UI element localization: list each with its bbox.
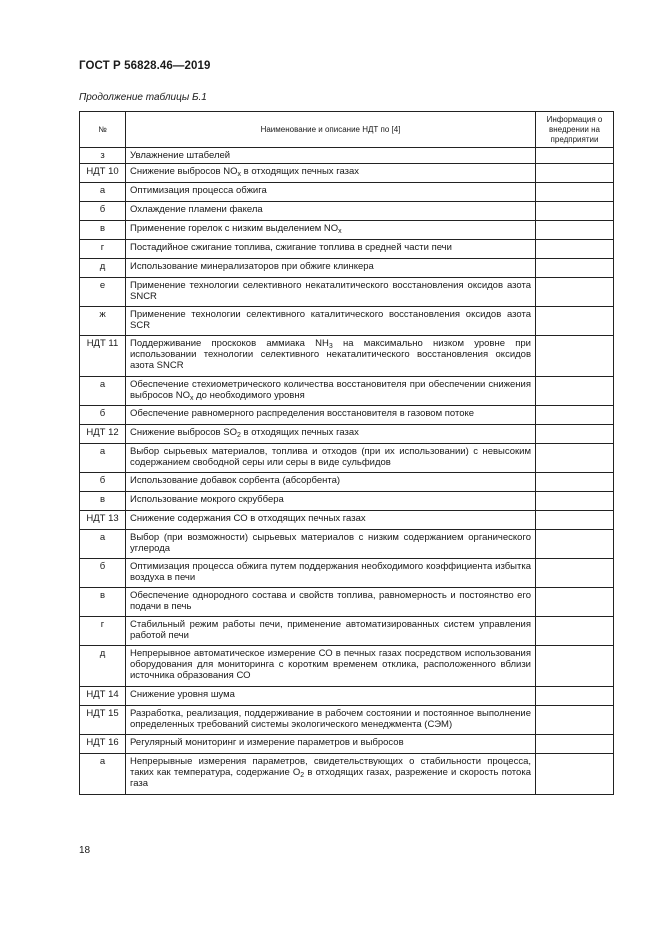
row-info-cell [536,307,614,336]
row-number-cell: д [80,646,126,687]
row-info-cell [536,406,614,425]
column-header-name: Наименование и описание НДТ по [4] [126,112,536,148]
row-number-cell: НДТ 14 [80,687,126,706]
row-info-cell [536,336,614,377]
row-number-cell: в [80,492,126,511]
row-description-cell: Снижение содержания СО в отходящих печных газах [126,511,536,530]
table-row [80,735,614,754]
row-number-cell: б [80,559,126,588]
row-number-cell: а [80,754,126,795]
row-description-cell [126,377,536,406]
description-text: на максимально низком уровне при использовании технологии селективного некаталитического восстановления оксидов азота SNCR [130,338,531,371]
row-info-cell [536,706,614,735]
row-number-cell: е [80,278,126,307]
table-row [80,307,614,336]
row-number-cell: НДТ 12 [80,425,126,444]
row-description-cell: Разработка, реализация, поддерживание в рабочем состоянии и постоянное выполнение определенных требований системы экологического менеджмента (СЭМ) [126,706,536,735]
description-text: до необходимого уровня [193,390,305,401]
row-number-cell: НДТ 10 [80,164,126,183]
table-row [80,164,614,183]
description-text: Снижение выбросов NO [130,166,238,177]
row-description-cell: Применение технологии селективного каталитического восстановления оксидов азота SCR [126,307,536,336]
row-info-cell [536,164,614,183]
description-text: Обеспечение стехиометрического количества восстановителя при обеспечении снижения выбросов NO [130,379,531,401]
description-text: Непрерывные измерения параметров, свидетельствующих о стабильности процесса, таких как температура, содержание O [130,756,531,778]
row-number-cell: НДТ 11 [80,336,126,377]
row-number-cell: а [80,377,126,406]
row-info-cell [536,444,614,473]
row-description-cell: Применение технологии селективного некаталитического восстановления оксидов азота SNCR [126,278,536,307]
row-info-cell [536,377,614,406]
row-number-cell: а [80,444,126,473]
row-description-cell: Использование мокрого скруббера [126,492,536,511]
row-info-cell [536,492,614,511]
row-description-cell [126,425,536,444]
table-row [80,377,614,406]
row-description-cell: Использование минерализаторов при обжиге клинкера [126,259,536,278]
row-info-cell [536,754,614,795]
row-number-cell: б [80,473,126,492]
table-row [80,530,614,559]
row-number-cell: д [80,259,126,278]
row-info-cell [536,240,614,259]
row-number-cell: а [80,183,126,202]
table-row [80,687,614,706]
row-info-cell [536,259,614,278]
table-row [80,202,614,221]
row-number-cell: НДТ 16 [80,735,126,754]
table-row [80,278,614,307]
row-info-cell [536,148,614,164]
row-description-cell: Выбор (при возможности) сырьевых материалов с низким содержанием органического углерода [126,530,536,559]
row-description-cell [126,221,536,240]
table-row [80,444,614,473]
row-description-cell: Снижение уровня шума [126,687,536,706]
bat-table [79,111,614,795]
column-header-info: Информация о внедрении на предприятии [536,112,614,148]
description-text: Снижение выбросов SO [130,427,237,438]
subscript-text: 2 [236,432,241,439]
row-number-cell: НДТ 15 [80,706,126,735]
row-info-cell [536,735,614,754]
row-info-cell [536,278,614,307]
table-header-row [80,112,614,148]
row-description-cell: Обеспечение однородного состава и свойств топлива, равномерность и постоянство его подачи в печь [126,588,536,617]
subscript-text: x [237,171,241,178]
row-number-cell: в [80,221,126,240]
subscript-text: 3 [328,343,333,350]
row-number-cell: НДТ 13 [80,511,126,530]
table-row [80,492,614,511]
row-info-cell [536,530,614,559]
row-description-cell: Использование добавок сорбента (абсорбента) [126,473,536,492]
row-info-cell [536,617,614,646]
subscript-text: 2 [300,772,305,779]
row-number-cell: г [80,617,126,646]
row-description-cell: Оптимизация процесса обжига путем поддержания необходимого коэффициента избытка воздуха в печи [126,559,536,588]
row-number-cell: в [80,588,126,617]
table-row [80,183,614,202]
description-text: в отходящих печных газах [241,166,360,177]
subscript-text: x [338,228,342,235]
row-description-cell: Оптимизация процесса обжига [126,183,536,202]
row-number-cell: а [80,530,126,559]
table-row [80,148,614,164]
row-description-cell: Регулярный мониторинг и измерение параметров и выбросов [126,735,536,754]
description-text: в отходящих газах, разрежение и скорость потока газа [130,767,531,789]
table-body [80,148,614,795]
table-continuation-label: Продолжение таблицы Б.1 [79,92,207,103]
table-row [80,221,614,240]
row-description-cell [126,164,536,183]
page-number: 18 [79,845,91,856]
table-row [80,240,614,259]
document-title: ГОСТ Р 56828.46—2019 [79,60,211,72]
table-row [80,336,614,377]
row-info-cell [536,511,614,530]
description-text: в отходящих печных газах [240,427,359,438]
row-description-cell: Охлаждение пламени факела [126,202,536,221]
description-text: Применение горелок с низким выделением NO [130,223,339,234]
row-description-cell: Постадийное сжигание топлива, сжигание топлива в средней части печи [126,240,536,259]
row-description-cell: Стабильный режим работы печи, применение автоматизированных систем управления работой печи [126,617,536,646]
row-description-cell: Выбор сырьевых материалов, топлива и отходов (при их использовании) с невысоким содержанием свободной серы или серы в виде сульфидов [126,444,536,473]
row-info-cell [536,202,614,221]
row-info-cell [536,425,614,444]
row-description-cell: Непрерывное автоматическое измерение СО в печных газах посредством использования оборудования для мониторинга с коротким временем отклика, расположенного вблизи источника образования СО [126,646,536,687]
subscript-text: x [189,395,194,402]
row-number-cell: з [80,148,126,164]
row-description-cell: Увлажнение штабелей [126,148,536,164]
row-info-cell [536,588,614,617]
table-row [80,259,614,278]
row-info-cell [536,221,614,240]
row-description-cell [126,336,536,377]
row-info-cell [536,559,614,588]
table-row [80,706,614,735]
row-info-cell [536,183,614,202]
description-text: Поддерживание проскоков аммиака NH [130,338,329,349]
row-info-cell [536,646,614,687]
table-row [80,754,614,795]
table-row [80,588,614,617]
row-number-cell: ж [80,307,126,336]
row-number-cell: б [80,406,126,425]
table-row [80,559,614,588]
column-header-number: № [80,112,126,148]
table-row [80,617,614,646]
row-number-cell: г [80,240,126,259]
row-number-cell: б [80,202,126,221]
table-row [80,473,614,492]
table-row [80,511,614,530]
row-info-cell [536,687,614,706]
table-row [80,646,614,687]
row-description-cell [126,754,536,795]
table-row [80,406,614,425]
row-description-cell: Обеспечение равномерного распределения восстановителя в газовом потоке [126,406,536,425]
table-row [80,425,614,444]
row-info-cell [536,473,614,492]
